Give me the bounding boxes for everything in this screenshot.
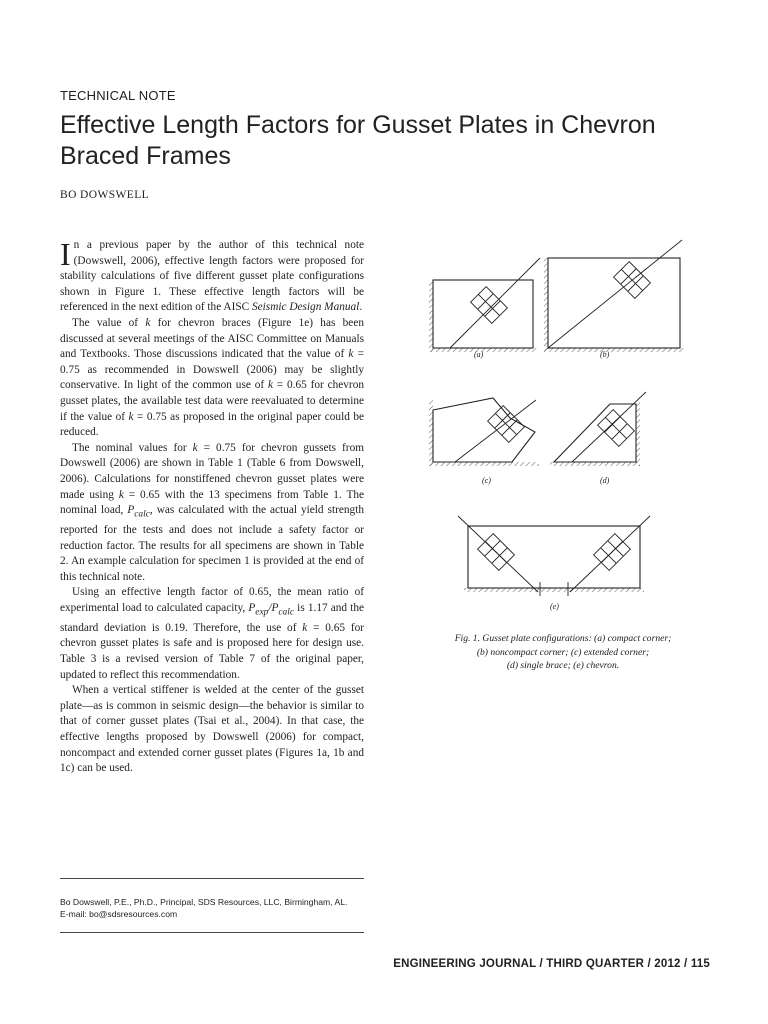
p3-c: = 0.65 with the 13 specimens from Table 1. The nominal load, [60, 488, 365, 517]
pcalc-symbol [127, 504, 150, 520]
pexp-sub: exp [255, 607, 269, 618]
author-footnote [60, 896, 380, 920]
k-symbol: k [302, 621, 308, 634]
label-e: (e) [550, 602, 559, 611]
config-e-chevron [458, 516, 650, 596]
config-d-single-brace [550, 392, 646, 466]
pcalc-sub: calc [134, 509, 150, 520]
p3-d: , was calculated with the actual yield strength reported for the tests and does not include a safety factor or reduction factor. The results for all specimens are shown in Table 2. An example calculation for specimen 1 is provided at the end of this technical note. [60, 504, 364, 583]
paragraph-3 [60, 441, 364, 586]
p2-b: for chevron braces (Figure 1e) has been discussed at several meetings of the AISC Committee on Manuals and Textbooks. Those discussions indicated that the value of [60, 316, 364, 361]
body-text-column [60, 238, 364, 777]
k-symbol: k [128, 410, 134, 423]
caption-line: (b) noncompact corner; (c) extended corner; [476, 646, 650, 658]
figure-1 [420, 232, 710, 612]
pcalc-p: P [127, 504, 135, 517]
p4-b: is 1.17 and the standard deviation is 0.19. Therefore, the use of [60, 601, 364, 634]
p2-a: The value of [72, 316, 146, 329]
k-symbol: k [348, 348, 354, 361]
label-b: (b) [600, 350, 610, 359]
author-byline: BO DOWSWELL [60, 189, 150, 201]
p1-text: n a previous paper by the author of this technical note (Dowswell, 2006), effective length factors were proposed for stability calculations of five different gusset plate configurations shown in Figure 1. These effective length factors will be referenced in the next edition of the AISC [60, 239, 364, 314]
label-d: (d) [600, 476, 610, 485]
k-symbol: k [118, 488, 124, 501]
paragraph-1 [60, 238, 364, 316]
gusset-diagram [420, 232, 710, 612]
drop-cap: I [60, 236, 71, 272]
p2-d: = 0.65 for chevron gusset plates, the available test data were reevaluated to determine if the value of [60, 379, 364, 423]
k-symbol: k [192, 441, 198, 454]
pexp-p: P [248, 601, 256, 614]
p4-a: Using an effective length factor of 0.65, the mean ratio of experimental load to calculated capacity, [60, 586, 364, 614]
p3-a: The nominal values for [72, 441, 193, 454]
paragraph-4 [60, 585, 364, 683]
article-title: Effective Length Factors for Gusset Plates in Chevron Braced Frames [60, 111, 656, 170]
config-b-noncompact-corner [544, 240, 684, 352]
label-a: (a) [474, 350, 484, 359]
label-c: (c) [482, 476, 491, 485]
page-number: 115 [690, 958, 710, 970]
k-symbol: k [267, 379, 273, 392]
p3-b: = 0.75 for chevron gussets from Dowswell (2006) are shown in Table 1 (Table 6 from Dowswell, 2006). Calculations for nonstiffened chevron gusset plates were made using [60, 441, 364, 501]
footnote-line-2: E-mail: bo@sdsresources.com [60, 909, 178, 919]
paragraph-5: When a vertical stiffener is welded at the center of the gusset plate—as is common in seismic design—the behavior is similar to that of corner gusset plates (Tsai et al., 2004). In that case, the effective lengths proposed by Dowswell (2006) for compact, noncompact and extended corner gusset plates (Figures 1a, 1b and 1c) can be used. [60, 684, 364, 775]
section-kicker: TECHNICAL NOTE [60, 88, 176, 103]
running-footer [393, 958, 710, 970]
ratio-symbol [248, 601, 295, 618]
p1-end: . [359, 301, 363, 314]
config-c-extended-corner [429, 398, 539, 466]
footnote-rule-bottom [60, 932, 364, 933]
caption-line: Fig. 1. Gusset plate configurations: (a) compact corner; [454, 633, 672, 644]
p1-italic: Seismic Design Manual [252, 301, 360, 314]
pcalc-p: P [271, 601, 279, 614]
footnote-line-1: Bo Dowswell, P.E., Ph.D., Principal, SDS Resources, LLC, Birmingham, AL. [60, 897, 348, 907]
figure-caption [418, 632, 708, 673]
ratio-slash: / [268, 601, 272, 614]
journal-issue: ENGINEERING JOURNAL / THIRD QUARTER / 2012 / [393, 958, 691, 970]
k-symbol: k [145, 316, 151, 329]
config-a-compact-corner [429, 258, 540, 352]
footnote-rule-top [60, 878, 364, 879]
p2-e: = 0.75 as proposed in the original paper could be reduced. [60, 410, 365, 439]
pcalc-sub: calc [278, 607, 295, 618]
caption-line: (d) single brace; (e) chevron. [506, 660, 620, 671]
paragraph-2 [60, 316, 364, 441]
p4-c: = 0.65 for chevron gusset plates is safe and is proposed here for design use. Table 3 is a revised version of Table 7 of the original paper, updated to reflect this recommendation. [60, 621, 364, 681]
p2-c: = 0.75 as recommended in Dowswell (2006) may be slightly conservative. In light of the common use of [60, 348, 364, 392]
